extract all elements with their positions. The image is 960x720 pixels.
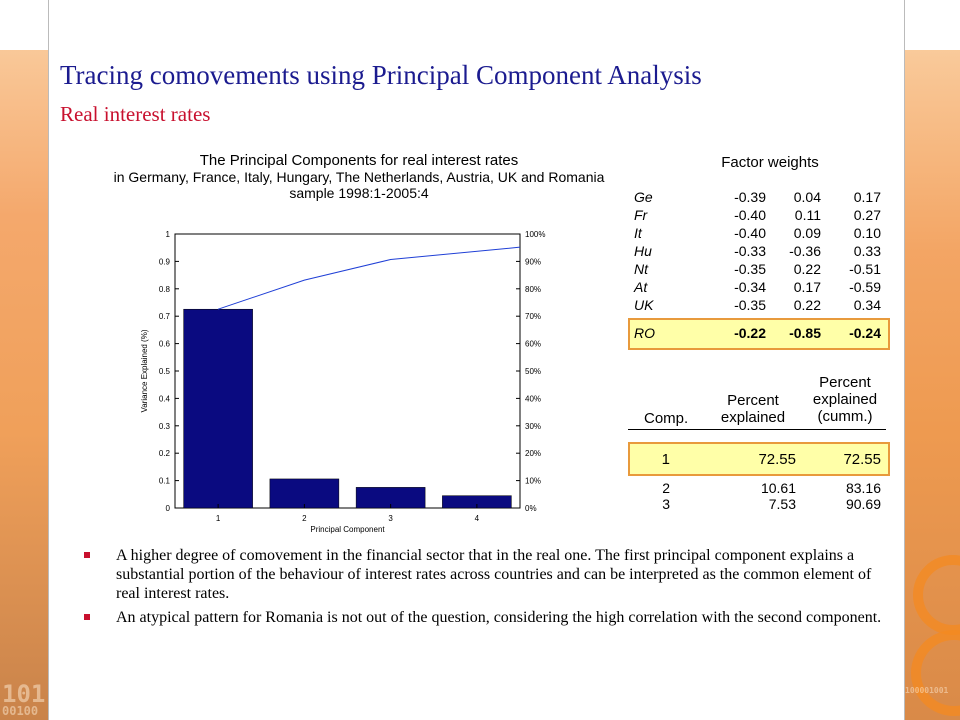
y-tick-label: 0.8 [158, 284, 170, 294]
y2-tick-label: 0% [525, 504, 537, 513]
weight-value: 0.10 [853, 225, 881, 241]
header-cumulative [800, 374, 890, 425]
weight-value: -0.34 [734, 279, 766, 295]
weight-value: 0.11 [794, 207, 821, 223]
y-tick-label: 1 [165, 230, 170, 239]
y-tick-label: 0.4 [158, 394, 170, 404]
percent-row [628, 496, 881, 512]
x-tick-label: 1 [215, 514, 221, 523]
right-decor-panel [903, 0, 960, 720]
y2-tick-label: 50% [525, 367, 542, 376]
header-line: explained [720, 409, 786, 426]
chart-title: The Principal Components for real interest rates [199, 152, 519, 169]
weight-value: -0.24 [849, 325, 881, 341]
decor-circle [913, 555, 960, 635]
weight-value: -0.22 [734, 325, 766, 341]
factor-weight-row [634, 206, 881, 224]
bullet-text: A higher degree of comovement in the financial sector that in the real one. The first principal component explains a substantial portion of the behaviour of interest rates across countries and can be interpreted as the common element of real interest rates. [116, 547, 872, 602]
weight-value: -0.35 [734, 297, 766, 313]
y2-tick-label: 60% [525, 339, 542, 349]
factor-weight-row [634, 278, 881, 296]
y-tick-label: 0.6 [158, 339, 170, 349]
decor-digits-right: 100001001 [905, 686, 949, 695]
percent-explained: 10.61 [760, 480, 796, 496]
weight-value: -0.35 [734, 261, 766, 277]
bullet-item [84, 608, 894, 627]
chart-subtitle-line: in Germany, France, Italy, Hungary, The Netherlands, Austria, UK and Romania [113, 169, 605, 185]
weight-value: -0.40 [734, 207, 766, 223]
header-comp: Comp. [644, 410, 689, 427]
header-line: explained [812, 391, 878, 408]
weight-value: 0.22 [793, 297, 821, 313]
country-code: UK [634, 297, 654, 313]
bar [184, 309, 253, 508]
y-tick-label: 0 [165, 504, 170, 513]
factor-weights-title: Factor weights [721, 154, 819, 171]
y2-tick-label: 70% [525, 312, 542, 322]
bullet-marker [84, 614, 90, 620]
country-code: Nt [634, 261, 648, 277]
factor-weights-table [634, 188, 881, 314]
x-tick-label: 2 [302, 514, 307, 523]
weight-value: -0.85 [789, 325, 821, 341]
y-tick-label: 0.5 [158, 367, 170, 376]
percent-row [628, 480, 881, 496]
percent-row-highlight [628, 451, 881, 468]
y2-tick-label: 20% [525, 449, 542, 459]
y-tick-label: 0.7 [158, 312, 170, 322]
bullet-item [84, 546, 894, 603]
percent-explained: 72.55 [758, 451, 796, 468]
weight-value: -0.59 [849, 279, 881, 295]
y2-tick-label: 10% [525, 476, 542, 486]
romania-weights-row [634, 325, 881, 341]
percent-cumulative: 83.16 [845, 480, 881, 496]
percent-explained: 7.53 [768, 496, 796, 512]
weight-value: 0.34 [853, 297, 881, 313]
country-code: At [634, 279, 648, 295]
weight-value: 0.33 [853, 243, 881, 259]
left-decor-panel [0, 0, 48, 720]
weight-value: -0.40 [734, 225, 766, 241]
weight-value: 0.04 [793, 189, 821, 205]
country-code: It [634, 225, 642, 241]
slide-title: Tracing comovements using Principal Component Analysis [60, 60, 702, 90]
x-tick-label: 4 [474, 514, 480, 523]
decor-digits-left: 101 [2, 680, 46, 708]
y-tick-label: 0.3 [158, 421, 170, 431]
table-rule [628, 429, 886, 430]
header-line: (cumm.) [817, 408, 873, 425]
x-axis-label: Principal Component [310, 525, 385, 534]
bullet-text: An atypical pattern for Romania is not out of the question, considering the high correlation with the second component. [116, 609, 882, 626]
weight-value: 0.09 [793, 225, 821, 241]
pca-chart [130, 222, 570, 537]
y-tick-label: 0.1 [158, 476, 170, 486]
comp-number: 3 [662, 496, 670, 512]
decor-digits-left-2: 00100 [2, 704, 39, 718]
y2-tick-label: 40% [525, 394, 542, 404]
weight-value: 0.22 [793, 261, 821, 277]
factor-weight-row [634, 188, 881, 206]
factor-weight-row [634, 224, 881, 242]
bullet-marker [84, 552, 90, 558]
comp-number: 2 [662, 480, 670, 496]
y2-tick-label: 100% [525, 230, 546, 239]
weight-value: 0.17 [793, 279, 821, 295]
chart-title-block [76, 153, 642, 201]
y2-tick-label: 30% [525, 421, 542, 431]
factor-weight-row [634, 260, 881, 278]
bullet-list [84, 546, 894, 632]
header-percent [708, 392, 798, 426]
slide-subtitle: Real interest rates [60, 102, 211, 126]
y2-tick-label: 90% [525, 257, 542, 267]
bar [270, 479, 339, 508]
y2-tick-label: 80% [525, 284, 542, 294]
weight-value: -0.36 [789, 243, 821, 259]
chart-subtitle-line: sample 1998:1-2005:4 [289, 185, 429, 201]
country-code: Ge [634, 189, 653, 205]
comp-number: 1 [661, 451, 670, 468]
weight-value: 0.17 [853, 189, 881, 205]
country-code: Hu [634, 243, 652, 259]
percent-cumulative: 72.55 [843, 451, 881, 468]
decor-circle [911, 630, 960, 716]
percent-cumulative: 90.69 [845, 496, 881, 512]
y-tick-label: 0.2 [158, 449, 170, 459]
weight-value: -0.39 [734, 189, 766, 205]
weight-value: -0.51 [849, 261, 881, 277]
weight-value: 0.27 [853, 207, 881, 223]
weight-value: -0.33 [734, 243, 766, 259]
factor-weight-row [634, 296, 881, 314]
header-line: Percent [819, 374, 871, 391]
header-line: Percent [727, 392, 779, 409]
x-tick-label: 3 [388, 514, 393, 523]
factor-weight-row [634, 242, 881, 260]
country-code: RO [634, 325, 655, 341]
y-tick-label: 0.9 [158, 257, 170, 267]
country-code: Fr [634, 207, 648, 223]
y-axis-label: Variance Explained (%) [140, 329, 149, 413]
